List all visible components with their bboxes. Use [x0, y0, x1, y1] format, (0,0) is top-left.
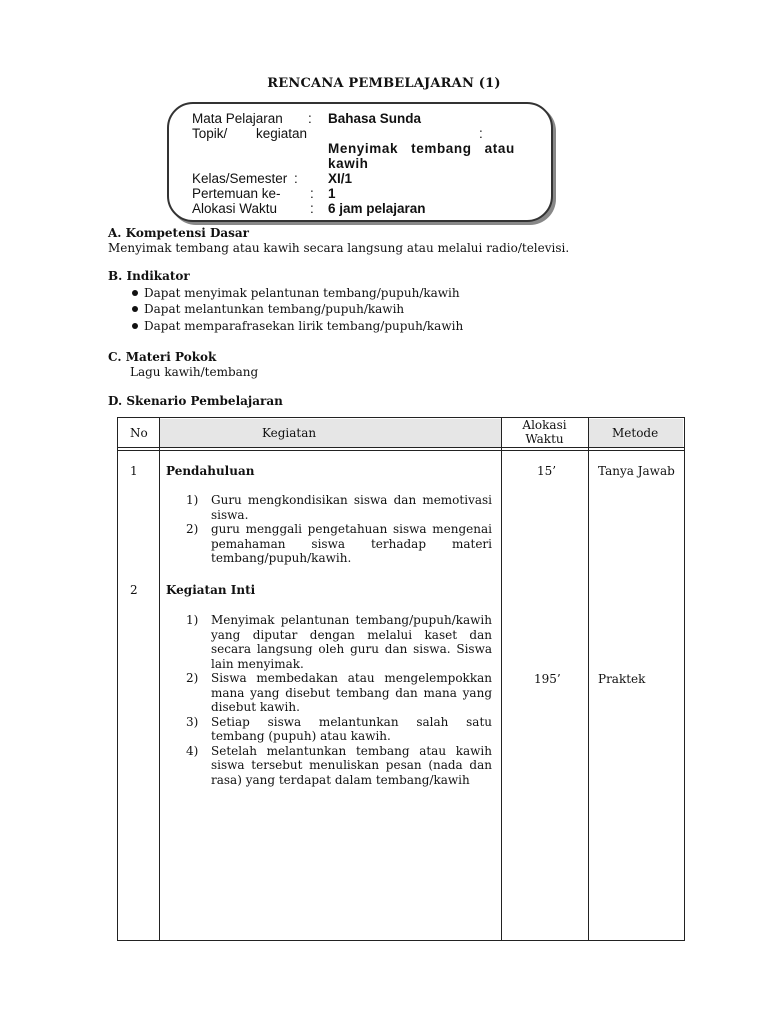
- bullet-icon: [132, 306, 138, 312]
- table-col-line: [501, 417, 502, 941]
- row-alokasi: 195’: [534, 672, 561, 686]
- alokasi-label: Alokasi Waktu: [192, 201, 278, 216]
- mata-pelajaran-label: Mata Pelajaran: [192, 111, 283, 126]
- row-metode: Praktek: [598, 672, 646, 686]
- alokasi-value: 6 jam pelajaran: [328, 201, 426, 216]
- row-no: 1: [130, 464, 138, 478]
- pertemuan-label: Pertemuan ke-: [192, 186, 281, 201]
- colon: :: [294, 171, 298, 186]
- row-title: Kegiatan Inti: [166, 583, 256, 597]
- kegiatan-label: kegiatan: [256, 126, 308, 141]
- list-item: 2) guru menggali pengetahuan siswa mengenai pemahaman siswa terhadap materi tembang/pupuh/kawih.: [186, 522, 492, 565]
- table-header-divider: [117, 450, 685, 451]
- materi-heading: C. Materi Pokok: [108, 350, 217, 364]
- bullet-icon: [132, 323, 138, 329]
- table-col-line: [588, 417, 589, 941]
- colon: :: [310, 201, 314, 216]
- list-item: 1) Guru mengkondisikan siswa dan memotivasi siswa.: [186, 493, 492, 522]
- list-item: 3) Setiap siswa melantunkan salah satu tembang (pupuh) atau kawih.: [186, 714, 492, 743]
- topik-value-line1: Menyimak tembang atau: [328, 141, 515, 156]
- pendahuluan-list: [186, 493, 492, 566]
- kompetensi-heading: A. Kompetensi Dasar: [108, 226, 249, 240]
- pertemuan-value: 1: [328, 186, 336, 201]
- materi-text: Lagu kawih/tembang: [130, 365, 259, 379]
- bullet-icon: [132, 290, 138, 296]
- topik-value-line2: kawih: [328, 156, 369, 171]
- header-metode: Metode: [612, 426, 659, 440]
- row-alokasi: 15’: [537, 464, 557, 478]
- indikator-item: Dapat menyimak pelantunan tembang/pupuh/kawih: [132, 286, 460, 300]
- topik-label: Topik/: [192, 126, 228, 141]
- table-col-line: [159, 417, 160, 941]
- row-no: 2: [130, 583, 138, 597]
- kompetensi-text: Menyimak tembang atau kawih secara langsung atau melalui radio/televisi.: [108, 241, 570, 255]
- skenario-heading: D. Skenario Pembelajaran: [108, 394, 283, 408]
- indikator-item: Dapat memparafrasekan lirik tembang/pupuh/kawih: [132, 319, 463, 333]
- header-alokasi-line2: Waktu: [525, 432, 564, 446]
- kelas-value: XI/1: [328, 171, 353, 186]
- list-item: 1) Menyimak pelantunan tembang/pupuh/kawih yang diputar dengan melalui kaset dan secara langsung oleh guru dan siswa. Siswa lain menyimak.: [186, 613, 492, 671]
- header-kegiatan: Kegiatan: [262, 426, 317, 440]
- page-title: RENCANA PEMBELAJARAN (1): [267, 76, 501, 91]
- kelas-label: Kelas/Semester: [192, 171, 288, 186]
- row-title: Pendahuluan: [166, 464, 255, 478]
- colon: :: [310, 186, 314, 201]
- indikator-item: Dapat melantunkan tembang/pupuh/kawih: [132, 302, 404, 316]
- table-header-bg: [160, 419, 501, 447]
- header-alokasi-line1: Alokasi: [522, 418, 567, 432]
- table-header-divider: [117, 447, 685, 448]
- mata-pelajaran-value: Bahasa Sunda: [328, 111, 422, 126]
- colon: :: [308, 111, 312, 126]
- indikator-heading: B. Indikator: [108, 269, 190, 283]
- colon: :: [479, 126, 483, 141]
- row-metode: Tanya Jawab: [598, 464, 675, 478]
- header-no: No: [130, 426, 148, 440]
- list-item: 2) Siswa membedakan atau mengelempokkan mana yang disebut tembang dan mana yang disebut kawih.: [186, 671, 492, 714]
- kegiatan-inti-list: [186, 613, 492, 787]
- list-item: 4) Setelah melantunkan tembang atau kawih siswa tersebut menuliskan pesan (nada dan rasa) yang terdapat dalam tembang/kawih: [186, 743, 492, 787]
